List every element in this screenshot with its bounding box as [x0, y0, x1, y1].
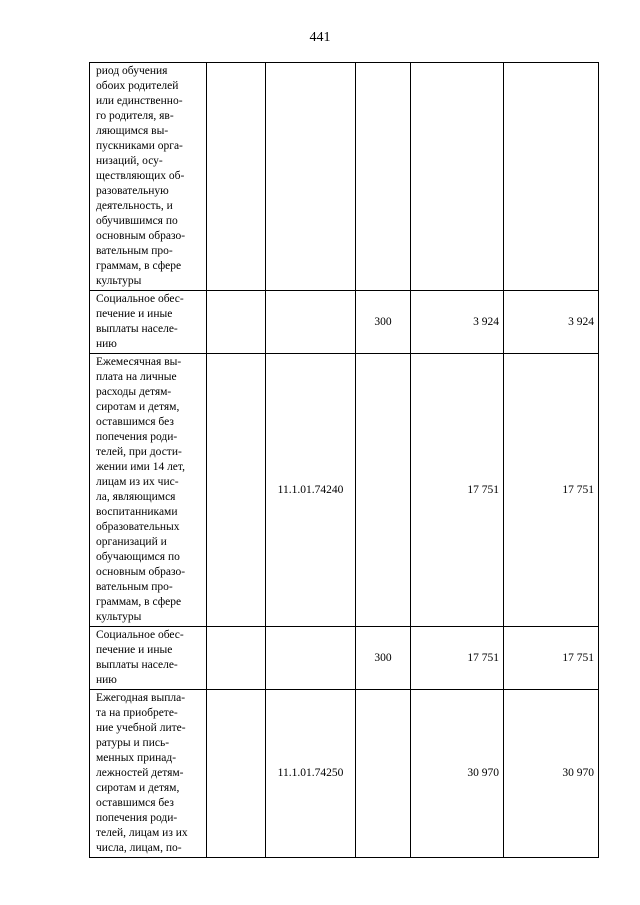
row-amount-1: 30 970 — [411, 690, 504, 858]
row-description: Социальное обес- печение и иные выплаты населе- нию — [90, 291, 207, 354]
row-expense-type: 300 — [356, 291, 411, 354]
row-empty-cell — [207, 354, 266, 627]
row-expense-type — [356, 690, 411, 858]
table-row — [90, 354, 599, 627]
row-description: Ежегодная выпла- та на приобрете- ние учебной лите- ратуры и пись- менных принад- лежностей детям- сиротам и детям, оставшимся без попечения роди- телей, лицам из их числа, лицам, по- — [90, 690, 207, 858]
row-description: Социальное обес- печение и иные выплаты населе- нию — [90, 627, 207, 690]
row-amount-2: 17 751 — [504, 627, 599, 690]
row-amount-1 — [411, 63, 504, 291]
page-number: 441 — [309, 30, 331, 45]
row-target-code — [266, 291, 356, 354]
table-row — [90, 63, 599, 291]
row-amount-2: 3 924 — [504, 291, 599, 354]
row-empty-cell — [207, 627, 266, 690]
row-amount-1: 3 924 — [411, 291, 504, 354]
row-target-code — [266, 63, 356, 291]
row-empty-cell — [207, 690, 266, 858]
row-target-code — [266, 627, 356, 690]
row-empty-cell — [207, 291, 266, 354]
table-row — [90, 690, 599, 858]
row-amount-2: 30 970 — [504, 690, 599, 858]
row-target-code: 11.1.01.74250 — [266, 690, 356, 858]
row-amount-2: 17 751 — [504, 354, 599, 627]
row-expense-type — [356, 354, 411, 627]
row-target-code: 11.1.01.74240 — [266, 354, 356, 627]
row-amount-1: 17 751 — [411, 627, 504, 690]
row-description: Ежемесячная вы- плата на личные расходы детям- сиротам и детям, оставшимся без попечения роди- телей, при дости- жении ими 14 лет, лицам из их чис- ла, являющимся воспитанниками образовательных организаций и обучающимся по основным образо- вательным про- граммам, в сфере культуры — [90, 354, 207, 627]
row-empty-cell — [207, 63, 266, 291]
table-row — [90, 627, 599, 690]
table-row — [90, 291, 599, 354]
row-description: риод обучения обоих родителей или единственно- го родителя, яв- ляющимся вы- пускниками орга- низаций, осу- ществляющих об- разовательную деятельность, и обучившимся по основным образо- вательным про- граммам, в сфере культуры — [90, 63, 207, 291]
row-amount-1: 17 751 — [411, 354, 504, 627]
row-expense-type: 300 — [356, 627, 411, 690]
budget-table — [89, 62, 599, 858]
row-amount-2 — [504, 63, 599, 291]
row-expense-type — [356, 63, 411, 291]
